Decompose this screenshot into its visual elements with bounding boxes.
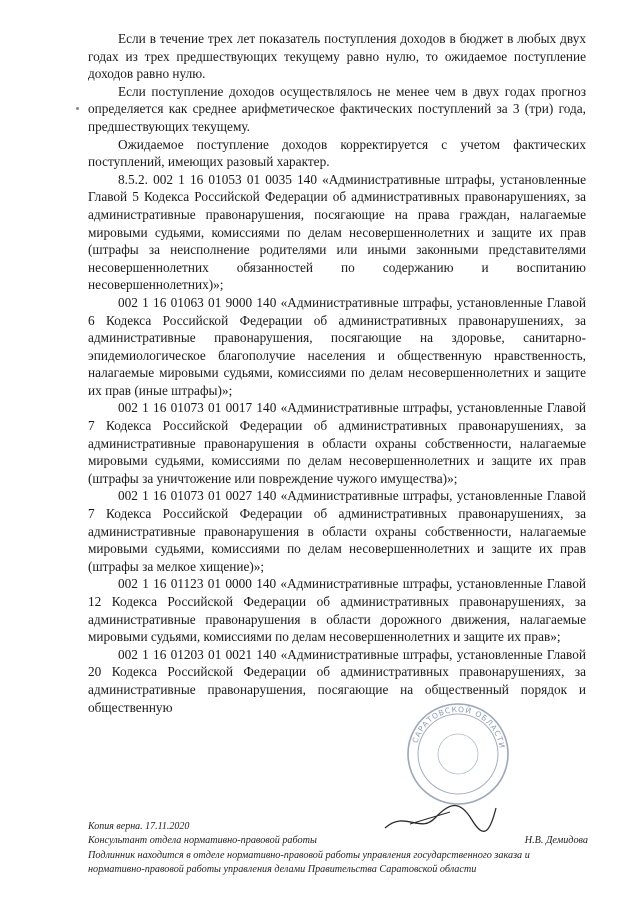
document-footer <box>88 820 588 878</box>
signatory-row <box>88 834 588 848</box>
copy-certification: Копия верна. 17.11.2020 <box>88 821 190 832</box>
signatory-position: Консультант отдела нормативно-правовой работы <box>88 835 317 847</box>
paragraph-code-01073-0027: 002 1 16 01073 01 0027 140 «Административные штрафы, установленные Главой 7 Кодекса Российской Федерации об административных правонарушениях, за административные правонарушения в области охраны собственности, налагаемые мировыми судьями, комиссиями по делам несовершеннолетних и защите их прав (штрафы за мелкое хищение)»; <box>88 488 586 574</box>
paragraph-code-01053: 8.5.2. 002 1 16 01053 01 0035 140 «Административные штрафы, установленные Главой 5 Кодекса Российской Федерации об административных правонарушениях, за административные правонарушения, посягающие на права граждан, налагаемые мировыми судьями, комиссиями по делам несовершеннолетних и защите их прав (штрафы за неисполнение родителями или иными законными представителями несовершеннолетних обязанностей по содержанию и воспитанию несовершеннолетних)»; <box>88 171 586 293</box>
paragraph-zero-revenue: Если в течение трех лет показатель поступления доходов в бюджет в любых двух годах из трех предшествующих текущему равно нулю, то ожидаемое поступление доходов равно нулю. <box>88 31 586 82</box>
signatory-name: Н.В. Демидова <box>524 835 588 847</box>
svg-text:САРАТОВСКОЙ ОБЛАСТИ: САРАТОВСКОЙ ОБЛАСТИ <box>410 704 507 750</box>
paragraph-code-01063: 002 1 16 01063 01 9000 140 «Административные штрафы, установленные Главой 6 Кодекса Российской Федерации об административных правонарушениях, за административные правонарушения, посягающие на здоровье, санитарно-эпидемиологическое благополучие населения и общественную нравственность, налагаемые мировыми судьями, комиссиями по делам несовершеннолетних и защите их прав (иные штрафы)»; <box>88 294 586 398</box>
paragraph-code-01123: 002 1 16 01123 01 0000 140 «Административные штрафы, установленные Главой 12 Кодекса Российской Федерации об административных правонарушениях, за административные правонарушения в области дорожного движения, налагаемые мировыми судьями, комиссиями по делам несовершеннолетних и защите их прав»; <box>88 576 586 645</box>
paragraph-code-01073-0017: 002 1 16 01073 01 0017 140 «Административные штрафы, установленные Главой 7 Кодекса Российской Федерации об административных правонарушениях, за административные правонарушения в области охраны собственности, налагаемые мировыми судьями, комиссиями по делам несовершеннолетних и защите их прав (штрафы за уничтожение или повреждение чужого имущества)»; <box>88 400 586 486</box>
official-seal <box>404 700 512 808</box>
paragraph-code-01203: 002 1 16 01203 01 0021 140 «Административные штрафы, установленные Главой 20 Кодекса Российской Федерации об административных правонарушениях, за административные правонарушения, посягающие на общественный порядок и общественную <box>88 646 586 715</box>
paragraph-correction: Ожидаемое поступление доходов корректируется с учетом фактических поступлений, имеющих разовый характер. <box>88 136 586 170</box>
document-body <box>88 30 586 716</box>
paragraph-average-forecast: Если поступление доходов осуществлялось не менее чем в двух годах прогноз определяется как среднее арифметическое фактических поступлений за 3 (три) года, предшествующих текущему. <box>88 83 586 134</box>
scan-speck <box>76 107 79 110</box>
original-location-note: Подлинник находится в отделе нормативно-правовой работы управления государственного заказа и нормативно-правовой работы управления делами Правительства Саратовской области <box>88 849 530 876</box>
